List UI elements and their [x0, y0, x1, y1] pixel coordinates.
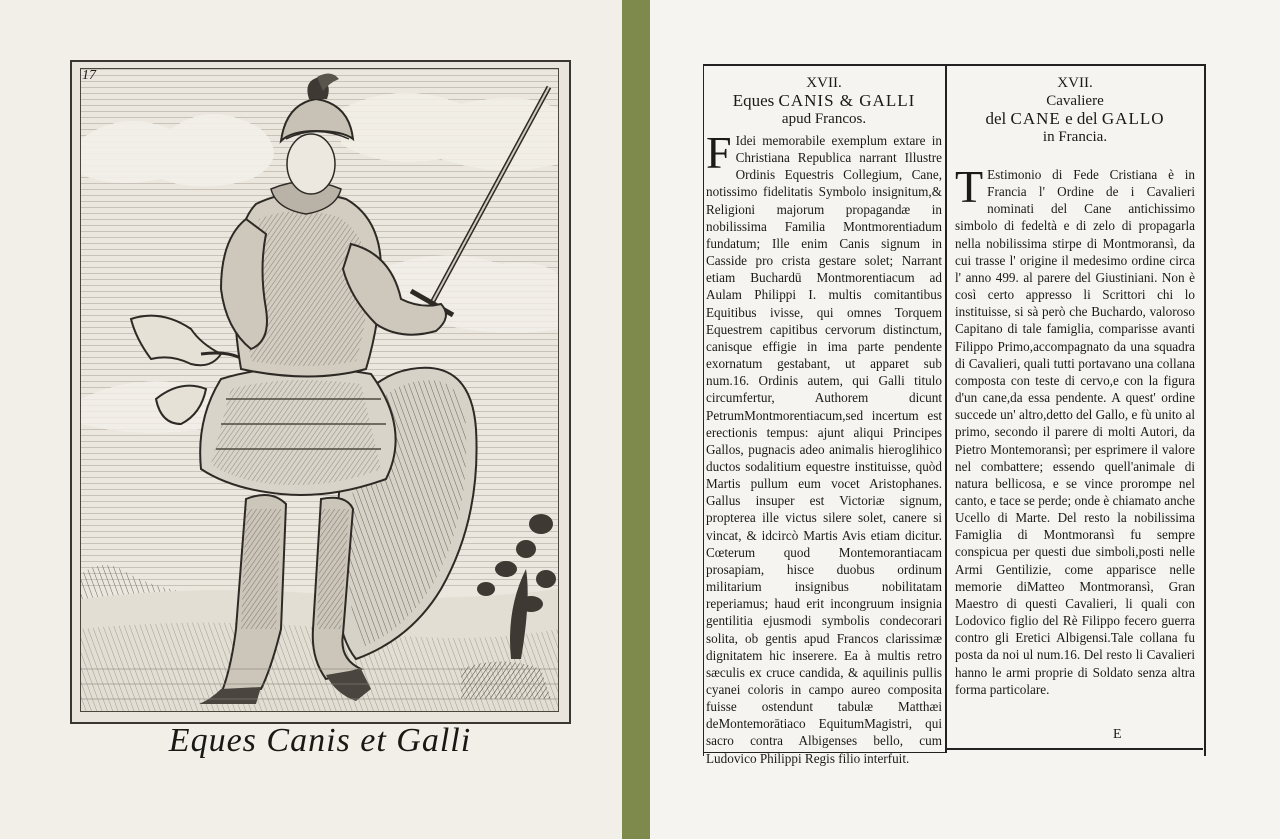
italian-body [955, 161, 1195, 698]
italian-title-caps1: CANE [1010, 109, 1061, 128]
engraving-plate [70, 60, 571, 724]
latin-drop-cap: F [706, 127, 732, 178]
italian-heading [955, 74, 1195, 146]
latin-title [706, 92, 942, 110]
book-spine [622, 0, 650, 839]
latin-heading [706, 74, 942, 128]
italian-chapter-number: XVII. [1057, 75, 1093, 91]
left-page [0, 0, 622, 839]
italian-title-line2 [955, 110, 1195, 128]
plate-number: 17 [82, 68, 96, 83]
latin-subtitle: apud Francos. [781, 111, 867, 127]
knight-engraving-image [81, 69, 558, 711]
engraving-caption: Eques Canis et Galli [168, 722, 472, 759]
signature-mark: E [1113, 727, 1122, 742]
italian-body-text: Estimonio di Fede Cristiana è in Francia l' Ordine de i Cavalieri nominati del Cane antichissimo simbolo di fedeltà e di zelo di propagarla nella nobilissima stirpe di Montmoransì, da cui trasse l' origine il medesimo ordine circa l' anno 499. al parere del Giustiniani. Non è così certo appresso li Scrittori chi lo instituisse, si sà però che Buchardo, valoroso Capitano di tale famiglia, comparisse avanti Filippo Primo,accompagnato da una squadra di Cavalieri, quali tutti portavano una collana composta con teste di cervo,e con la figura d'un cane,da essa pendente. A quest' ordine succede un' altro,detto del Gallo, e fù unito al primo, secondo il parere di molti Autori, da Pietro Montemoransì; per esprimere il valore nel combattere; essendo quell'animale di natura bellicosa, e se vince prorompe nel canto, e tace se perde; onde è chiamato anche Ucello di Marte. Del resto la nobilissima Famiglia di Montmoransì fu sempre conspicua per questi due simboli,posti nelle Armi Gentilizie, come apparisce nelle memorie diMatteo Montmoransì, Gran Maestro di questi Cavalieri, li quali con Lodovico figlio del Rè Filippo fecero guerra contro gli Eretici Albigensi.Tale collana fu posta da noi ul num.16. Del resto li Cavalieri hanno le armi proprie di Soldato senza altra forma particolare. [955, 167, 1195, 697]
latin-column [706, 74, 942, 767]
column-divider [945, 66, 947, 752]
italian-title-line1: Cavaliere [1046, 93, 1104, 109]
latin-body-text: Idei memorabile exemplum extare in Christiana Republica narrant Illustre Ordinis Equestris Collegium, Cane, notissimo fidelitatis Symbolo insignitum,& Religioni majorum propagandæ in nobilissima Familia Montmorentiadum fundatum; Ille enim Canis signum in Casside pro crista gestare solet; Narrant etiam Buchardū Montmorentiacum ad Aulam Philippi I. multis comitantibus Equitibus ivisse, qui omnes Torquem Equestrem capitibus cervorum distinctum, canisque effigie in ima parte pendente exornatum gestabant, ut apparet sub num.16. Ordinis autem, qui Galli titulo circumfertur, Authorem dicunt PetrumMontmorentiacum,sed incertum est erectionis tempus: ajunt aliqui Principes Gallos, pugnacis adeo animalis hieroglihico ductos sodalitium equestre instituisse, quòd Martis pullum eum vocet Aristophanes. Gallus insuper est Victoriæ signum, propterea ille victus silere solet, canere si vincat, & idcircò Martis Avis etiam dicitur. Cœterum quod Montemorantiacam prosapiam, hisce duobus ordinum militarium insignibus nobilitatam reperiamus; haud erit incongruum insignia gentilitia ejusmodi symbolis condecorari solita, ob gentis apud Francos clarissimæ dignitatem hic inserere. Ea à multis retro sæculis ex cruce candida, & aquilinis pullis cyanei coloris in campo aureo composita fuisse ostendunt tabulæ Matthæi deMontemorātiaco EquitumMagistri, qui sacro contra Albigenses bello, cum Ludovico Philippi Regis filio interfuit. [706, 133, 942, 766]
italian-title-mid: e del [1060, 109, 1102, 128]
engraving-illustration [80, 68, 559, 712]
italian-subtitle: in Francia. [1042, 129, 1108, 145]
italian-title-prefix: del [985, 109, 1011, 128]
latin-chapter-number: XVII. [806, 75, 842, 91]
bottom-rule-right [947, 748, 1203, 750]
latin-title-caps: CANIS & GALLI [778, 91, 916, 110]
latin-title-prefix: Eques [732, 91, 779, 110]
latin-body [706, 127, 942, 767]
italian-column [955, 74, 1195, 698]
italian-title-caps2: GALLO [1101, 109, 1165, 128]
italian-drop-cap: T [955, 161, 984, 212]
